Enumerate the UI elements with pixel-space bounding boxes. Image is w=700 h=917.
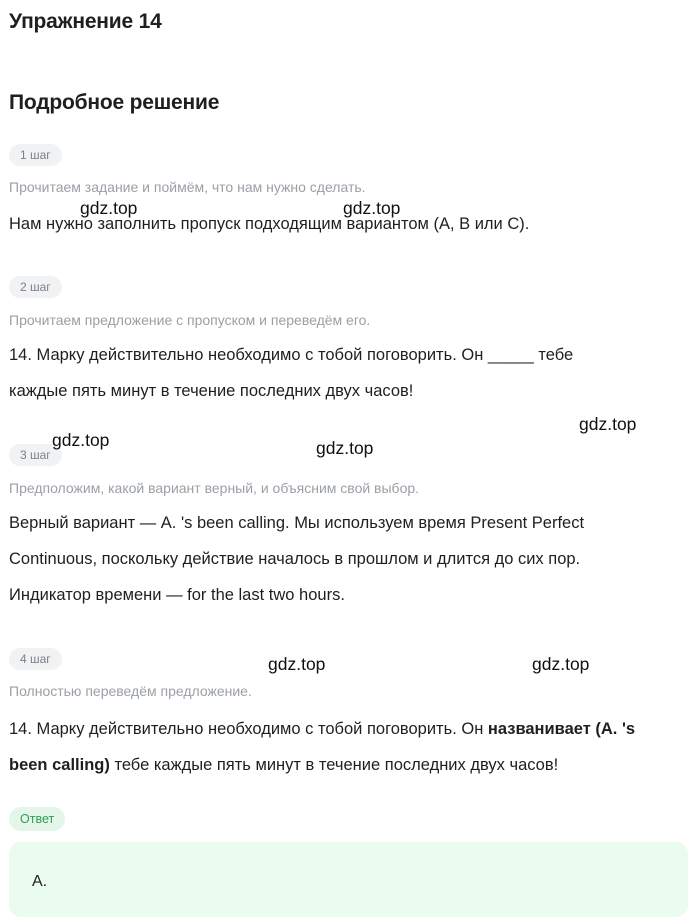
step-line: Нам нужно заполнить пропуск подходящим вариантом (A, B или C). (9, 215, 530, 233)
answer-text: A. (32, 873, 48, 890)
step-badge: 2 шаг (9, 276, 62, 298)
step-line: каждые пять минут в течение последних двух часов! (9, 382, 414, 400)
step-text (9, 337, 674, 409)
plain-text: 14. Марку действительно необходимо с тобой поговорить. Он (9, 720, 488, 738)
step-intro: Полностью переведём предложение. (9, 683, 252, 699)
step-badge: 1 шаг (9, 144, 62, 166)
watermark: gdz.top (52, 430, 110, 450)
watermark: gdz.top (343, 198, 401, 218)
watermark: gdz.top (532, 654, 590, 674)
answer-badge: Ответ (9, 807, 65, 831)
step-text (9, 505, 674, 613)
step-line: 14. Марку действительно необходимо с тобой поговорить. Он _____ тебе (9, 346, 574, 364)
plain-text: тебе каждые пять минут в течение последних двух часов! (109, 756, 559, 774)
step-badge: 3 шаг (9, 444, 62, 466)
page-title: Упражнение 14 (9, 10, 162, 33)
step-intro: Прочитаем задание и поймём, что нам нужно сделать. (9, 179, 366, 195)
watermark: gdz.top (80, 198, 138, 218)
bold-text: названивает (A. 's (487, 720, 636, 738)
step-text (9, 711, 674, 783)
watermark: gdz.top (579, 414, 637, 434)
watermark: gdz.top (268, 654, 326, 674)
watermark: gdz.top (316, 438, 374, 458)
step-badge: 4 шаг (9, 648, 62, 670)
step-line: Индикатор времени — for the last two hours. (9, 586, 345, 604)
step-line: Верный вариант — A. 's been calling. Мы используем время Present Perfect (9, 514, 585, 532)
step-line: Continuous, поскольку действие началось в прошлом и длится до сих пор. (9, 550, 581, 568)
step-intro: Прочитаем предложение с пропуском и переведём его. (9, 312, 371, 328)
section-title: Подробное решение (9, 91, 220, 114)
answer-box (9, 842, 688, 917)
bold-text: been calling) (9, 756, 110, 774)
step-intro: Предположим, какой вариант верный, и объясним свой выбор. (9, 480, 420, 496)
step-line (9, 711, 674, 747)
step-line (9, 747, 674, 783)
